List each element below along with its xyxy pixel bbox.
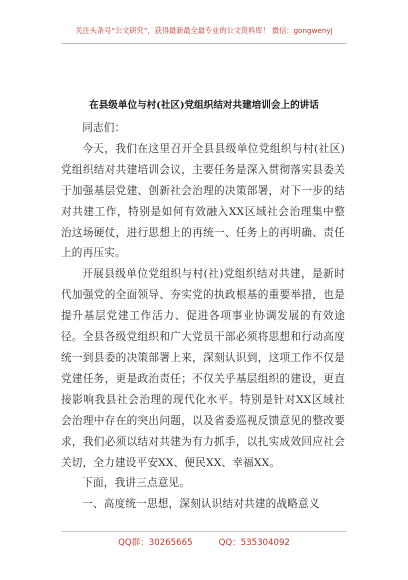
paragraph: 下面，我讲三点意见。: [82, 477, 191, 490]
qq-group-number: QQ群：30265665: [118, 538, 193, 548]
qq-number: QQ：535304092: [218, 538, 290, 548]
header-divider: [62, 43, 346, 44]
document-body: [61, 118, 345, 515]
footer-divider: [62, 531, 346, 532]
footer-contacts: [0, 536, 408, 548]
section-heading: 一、高度统一思想，深刻认识结对共建的战略意义: [82, 498, 320, 511]
salutation: 同志们：: [82, 122, 126, 134]
paragraph: 今天，我们在这里召开全县县级单位党组织与村(社区)党组织结对共建培训会议，主要任务是深入贯彻落实县委关于加强基层党建、创新社会治理的决策部署，对下一步的结对共建工作，特别是如何有效融入XX区域社会治理集中整治这场硬仗，进行思想上的再统一、任务上的再明确、责任上的再压实。: [61, 142, 345, 260]
document-title: 在县级单位与村(社区)党组织结对共建培训会上的讲话: [89, 100, 319, 111]
header-banner: 关注头条号“公文研究”，获得最新最全最专业的公文资料库！ 微信：gongwenyj: [75, 26, 333, 35]
paragraph: 开展县级单位党组织与村(社)党组织结对共建，是新时代加强党的全面领导、夯实党的执政根基的重要举措，也是提升基层党建工作活力、促进各项事业协调发展的有效途径。全县各级党组织和广大党员干部必须将思想和行动高度统一到县委的决策部署上来，深刻认识到，这项工作不仅是党建任务，更是政治责任；不仅关乎基层组织的建设，更直接影响我县社会治理的现代化水平。特别是针对XX区域社会治理中存在的突出问题，以及省委巡视反馈意见的整改要求，我们必须以结对共建为有力抓手，以扎实成效回应社会关切，全力建设平安XX、便民XX、幸福XX。: [61, 268, 345, 469]
